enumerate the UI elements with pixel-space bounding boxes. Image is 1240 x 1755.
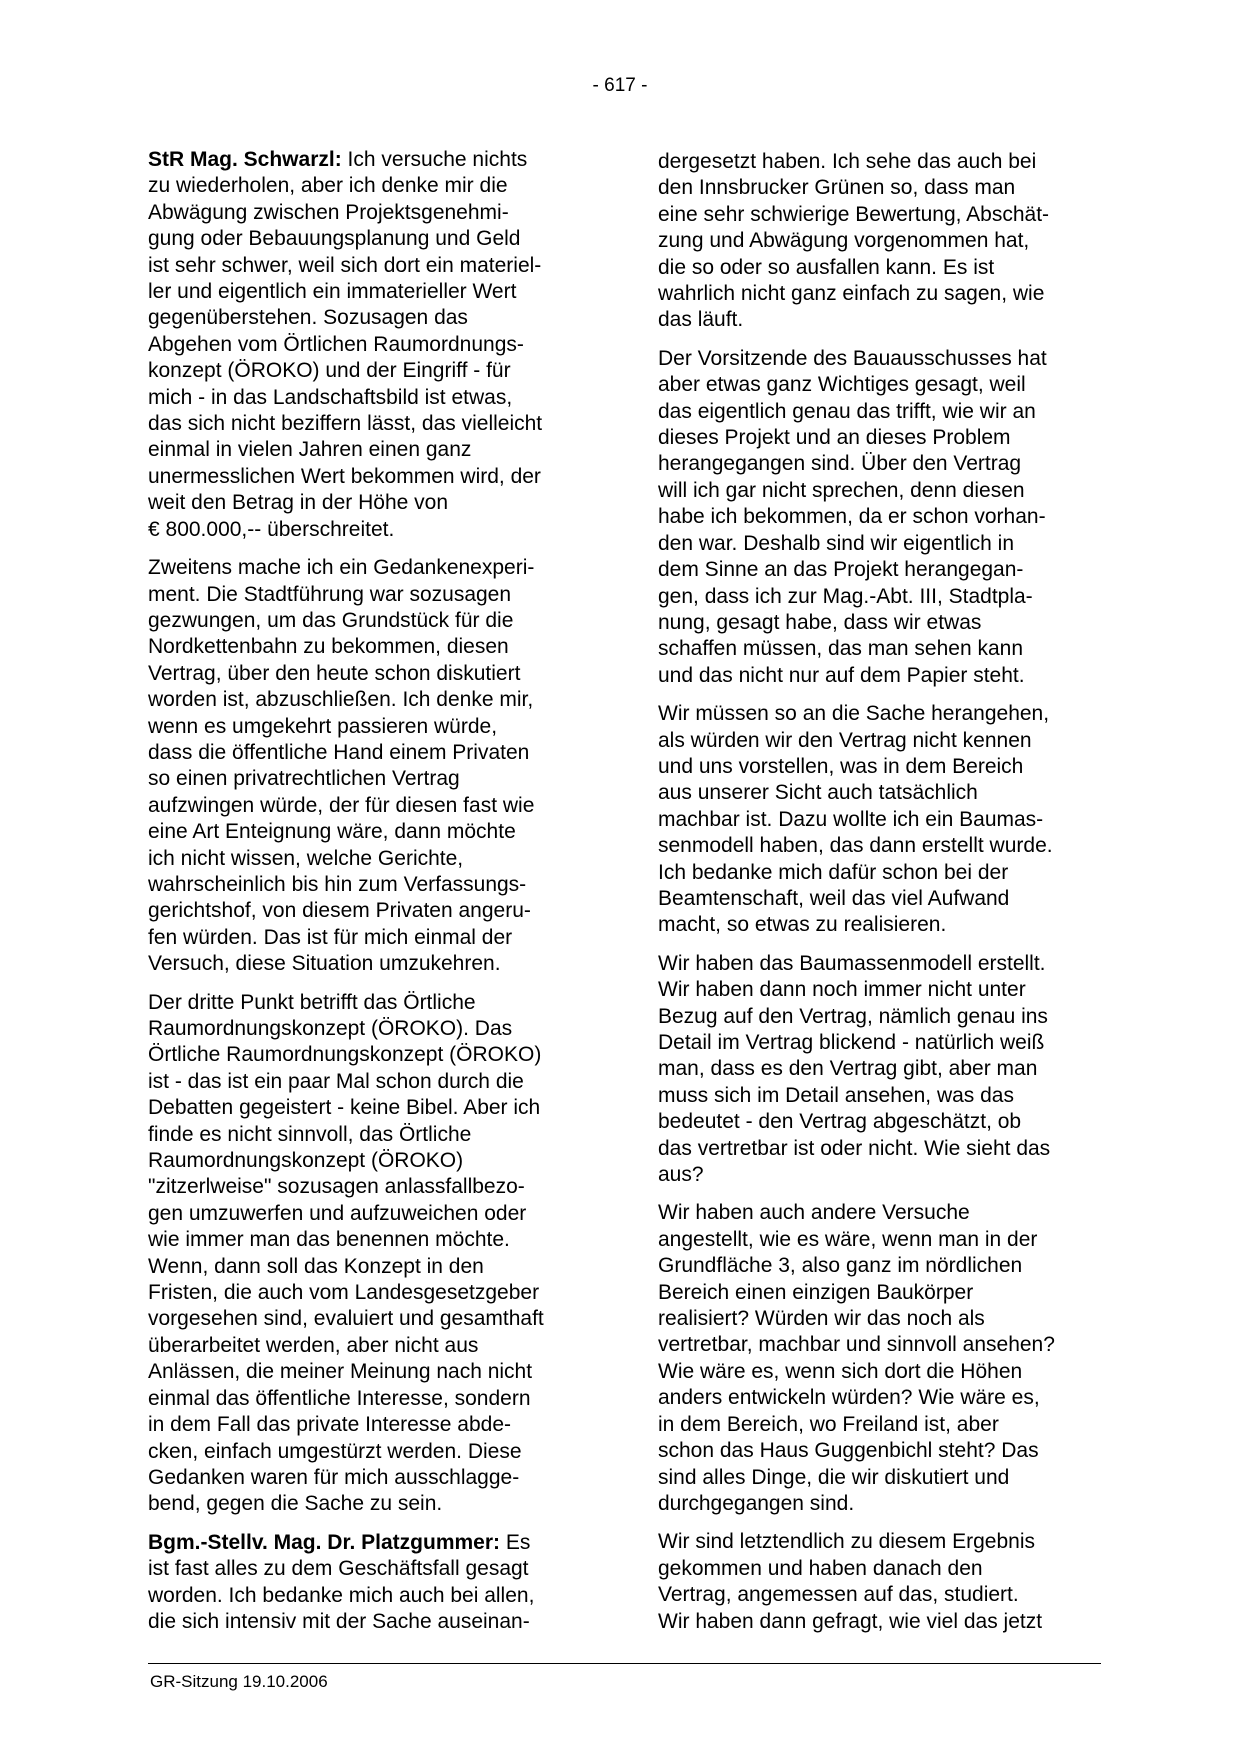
- line-group: [148, 173, 588, 543]
- text-line: Abwägung zwischen Projektsgenehmi-: [148, 200, 509, 224]
- text-line: gen umzuwerfen und aufzuweichen oder: [148, 1201, 527, 1225]
- footer-session-date: GR-Sitzung 19.10.2006: [150, 1672, 328, 1691]
- text-line: als würden wir den Vertrag nicht kennen: [658, 728, 1032, 752]
- text-line: vorgesehen sind, evaluiert und gesamthaft: [148, 1307, 544, 1331]
- text-line: die so oder so ausfallen kann. Es ist: [658, 255, 995, 279]
- line: [148, 147, 588, 173]
- text-line: Raumordnungskonzept (ÖROKO). Das: [148, 1017, 513, 1040]
- text-line: überarbeitet werden, aber nicht aus: [148, 1333, 479, 1357]
- speaker-name: Bgm.-Stellv. Mag. Dr. Platzgummer:: [148, 1530, 501, 1554]
- text-line: aber etwas ganz Wichtiges gesagt, weil: [658, 373, 1026, 397]
- text-line: Wir haben auch andere Versuche: [658, 1201, 970, 1225]
- text-line: Bezug auf den Vertrag, nämlich genau ins: [658, 1004, 1048, 1028]
- text-line: ich nicht wissen, welche Gerichte,: [148, 846, 464, 870]
- text-line: und uns vorstellen, was in dem Bereich: [658, 754, 1024, 778]
- text-line: finde es nicht sinnvoll, das Örtliche: [148, 1122, 472, 1146]
- text-line: mich - in das Landschaftsbild ist etwas,: [148, 385, 513, 409]
- text-line: gung oder Bebauungsplanung und Geld: [148, 227, 521, 251]
- page-number: - 617 -: [592, 75, 648, 96]
- text-line: Ich bedanke mich dafür schon bei der: [658, 860, 1009, 884]
- paragraph-versuche: [658, 1200, 1098, 1517]
- text-line: das eigentlich genau das trifft, wie wir an: [658, 399, 1036, 423]
- text-line: vertretbar, machbar und sinnvoll ansehen?: [658, 1333, 1055, 1357]
- text-line: cken, einfach umgestürzt werden. Diese: [148, 1439, 522, 1463]
- text-line: dieses Projekt und an dieses Problem: [658, 426, 1011, 450]
- text-line: ment. Die Stadtführung war sozusagen: [148, 582, 512, 606]
- text-line: in dem Fall das private Interesse abde-: [148, 1413, 512, 1437]
- text-line: einmal das öffentliche Interesse, sondern: [148, 1386, 531, 1410]
- text-line: Wie wäre es, wenn sich dort die Höhen: [658, 1359, 1023, 1383]
- paragraph-gedankenexperiment: [148, 555, 588, 978]
- text-line: aufzwingen würde, der für diesen fast wie: [148, 793, 535, 817]
- text-line: in dem Bereich, wo Freiland ist, aber: [658, 1412, 999, 1436]
- text-line: realisiert? Würden wir das noch als: [658, 1307, 985, 1331]
- text-line: ist fast alles zu dem Geschäftsfall gesagt: [148, 1557, 529, 1581]
- text-line: Detail im Vertrag blickend - natürlich weiß: [658, 1031, 1045, 1054]
- text-line: macht, so etwas zu realisieren.: [658, 913, 947, 937]
- text-line: Der dritte Punkt betrifft das Örtliche: [148, 990, 476, 1014]
- text-line: Bereich einen einzigen Baukörper: [658, 1280, 974, 1304]
- text-line: dergesetzt haben. Ich sehe das auch bei: [658, 150, 1037, 173]
- text-line: ler und eigentlich ein immaterieller Wert: [148, 280, 517, 304]
- text-line: das vertretbar ist oder nicht. Wie sieht das: [658, 1136, 1051, 1160]
- paragraph-oeroko: [148, 990, 588, 1518]
- text-line: aus unserer Sicht auch tatsächlich: [658, 781, 978, 805]
- paragraph-platzgummer: [148, 1530, 588, 1636]
- text-line: ist - das ist ein paar Mal schon durch die: [148, 1069, 524, 1093]
- text-line: dass die öffentliche Hand einem Privaten: [148, 740, 530, 764]
- right-column: [658, 149, 1098, 1647]
- text-line: schon das Haus Guggenbichl steht? Das: [658, 1439, 1039, 1463]
- text-line: Fristen, die auch vom Landesgesetzgeber: [148, 1281, 540, 1305]
- text-line: schaffen müssen, das man sehen kann: [658, 637, 1024, 661]
- text-line: unermesslichen Wert bekommen wird, der: [148, 464, 541, 488]
- text-line: Wir haben dann gefragt, wie viel das jetzt: [658, 1609, 1043, 1633]
- text-line: wahrlich nicht ganz einfach zu sagen, wie: [658, 282, 1045, 306]
- text-line: eine Art Enteignung wäre, dann möchte: [148, 820, 516, 844]
- text-line: wenn es umgekehrt passieren würde,: [148, 714, 498, 738]
- text-line: durchgegangen sind.: [658, 1491, 855, 1515]
- text-line: Vertrag, angemessen auf das, studiert.: [658, 1583, 1019, 1607]
- text-line: Anlässen, die meiner Meinung nach nicht: [148, 1360, 533, 1384]
- speaker-name: StR Mag. Schwarzl:: [148, 148, 342, 171]
- text-line: wahrscheinlich bis hin zum Verfassungs-: [148, 872, 527, 896]
- text-line: dem Sinne an das Projekt herangegan-: [658, 558, 1024, 582]
- text-line: Grundfläche 3, also ganz im nördlichen: [658, 1254, 1023, 1278]
- text-line: habe ich bekommen, da er schon vorhan-: [658, 505, 1046, 529]
- text-line: das läuft.: [658, 308, 744, 332]
- text-line: einmal in vielen Jahren einen ganz: [148, 438, 472, 462]
- footer-divider: [148, 1663, 1101, 1664]
- text-line: Abgehen vom Örtlichen Raumordnungs-: [148, 332, 524, 356]
- text-line: worden ist, abzuschließen. Ich denke mir,: [148, 688, 534, 712]
- text-line: Vertrag, über den heute schon diskutiert: [148, 661, 521, 685]
- text-line: Wir haben dann noch immer nicht unter: [658, 978, 1026, 1002]
- text-line: Zweitens mache ich ein Gedankenexperi-: [148, 556, 535, 580]
- text-line: die sich intensiv mit der Sache auseinan-: [148, 1609, 530, 1633]
- paragraph-schwarzl: [148, 147, 588, 543]
- text-line: machbar ist. Dazu wollte ich ein Baumas-: [658, 807, 1044, 831]
- text-line: will ich gar nicht sprechen, denn diesen: [658, 478, 1025, 502]
- text-line: Örtliche Raumordnungskonzept (ÖROKO): [148, 1043, 542, 1067]
- text-line: zu wiederholen, aber ich denke mir die: [148, 174, 508, 198]
- line-text: Ich versuche nichts: [341, 148, 528, 171]
- text-line: muss sich im Detail ansehen, was das: [658, 1083, 1014, 1107]
- text-line: gen, dass ich zur Mag.-Abt. III, Stadtpla-: [658, 584, 1033, 608]
- text-line: Nordkettenbahn zu bekommen, diesen: [148, 635, 509, 659]
- text-line: zung und Abwägung vorgenommen hat,: [658, 229, 1030, 253]
- text-line: so einen privatrechtlichen Vertrag: [148, 767, 460, 791]
- text-line: bedeutet - den Vertrag abgeschätzt, ob: [658, 1110, 1022, 1134]
- text-line: gegenüberstehen. Sozusagen das: [148, 306, 468, 330]
- text-line: Debatten gegeistert - keine Bibel. Aber ich: [148, 1096, 541, 1120]
- text-line: angestellt, wie es wäre, wenn man in der: [658, 1227, 1038, 1251]
- text-line: Der Vorsitzende des Bauausschusses hat: [658, 346, 1047, 370]
- text-line: gerichtshof, von diesem Privaten angeru-: [148, 899, 531, 923]
- text-line: fen würden. Das ist für mich einmal der: [148, 925, 513, 949]
- text-line: den war. Deshalb sind wir eigentlich in: [658, 531, 1015, 555]
- text-line: gekommen und haben danach den: [658, 1556, 983, 1580]
- text-line: Raumordnungskonzept (ÖROKO): [148, 1149, 464, 1173]
- text-line: "zitzerlweise" sozusagen anlassfallbezo-: [148, 1175, 525, 1199]
- text-line: sind alles Dinge, die wir diskutiert und: [658, 1465, 1010, 1489]
- text-line: das sich nicht beziffern lässt, das vielleicht: [148, 412, 543, 436]
- left-column: [148, 147, 588, 1647]
- text-line: Wenn, dann soll das Konzept in den: [148, 1254, 484, 1278]
- text-line: ist sehr schwer, weil sich dort ein materiel-: [148, 253, 542, 277]
- text-line: bend, gegen die Sache zu sein.: [148, 1492, 443, 1516]
- text-line: wie immer man das benennen möchte.: [148, 1228, 510, 1252]
- text-line: den Innsbrucker Grünen so, dass man: [658, 176, 1016, 200]
- paragraph-bauausschuss: [658, 346, 1098, 689]
- text-line: man, dass es den Vertrag gibt, aber man: [658, 1057, 1038, 1081]
- text-line: Versuch, diese Situation umzukehren.: [148, 952, 501, 976]
- text-line: aus?: [658, 1163, 704, 1187]
- text-line: und das nicht nur auf dem Papier steht.: [658, 663, 1025, 687]
- text-line: weit den Betrag in der Höhe von: [148, 491, 449, 515]
- paragraph-baumassenmodell: [658, 701, 1098, 939]
- text-line: nung, gesagt habe, dass wir etwas: [658, 610, 982, 634]
- text-line: konzept (ÖROKO) und der Eingriff - für: [148, 359, 511, 383]
- text-line: herangegangen sind. Über den Vertrag: [658, 452, 1022, 476]
- text-line: gezwungen, um das Grundstück für die: [148, 608, 514, 632]
- text-line: € 800.000,-- überschreitet.: [148, 517, 395, 541]
- text-line: anders entwickeln würden? Wie wäre es,: [658, 1386, 1040, 1410]
- text-line: Wir müssen so an die Sache herangehen,: [658, 702, 1050, 726]
- text-line: Gedanken waren für mich ausschlagge-: [148, 1465, 520, 1489]
- text-line: worden. Ich bedanke mich auch bei allen,: [148, 1583, 535, 1607]
- line-text: Es: [500, 1530, 531, 1554]
- paragraph-innsbrucker-gruene: [658, 149, 1098, 334]
- text-line: eine sehr schwierige Bewertung, Abschät-: [658, 202, 1050, 226]
- paragraph-modell-erstellt: [658, 951, 1098, 1189]
- text-line: senmodell haben, das dann erstellt wurde.: [658, 834, 1053, 858]
- text-line: Wir haben das Baumassenmodell erstellt.: [658, 951, 1046, 975]
- line: [148, 1530, 588, 1556]
- text-line: Wir sind letztendlich zu diesem Ergebnis: [658, 1530, 1035, 1554]
- text-line: Beamtenschaft, weil das viel Aufwand: [658, 886, 1010, 910]
- line-group: [148, 1556, 588, 1635]
- paragraph-ergebnis: [658, 1529, 1098, 1635]
